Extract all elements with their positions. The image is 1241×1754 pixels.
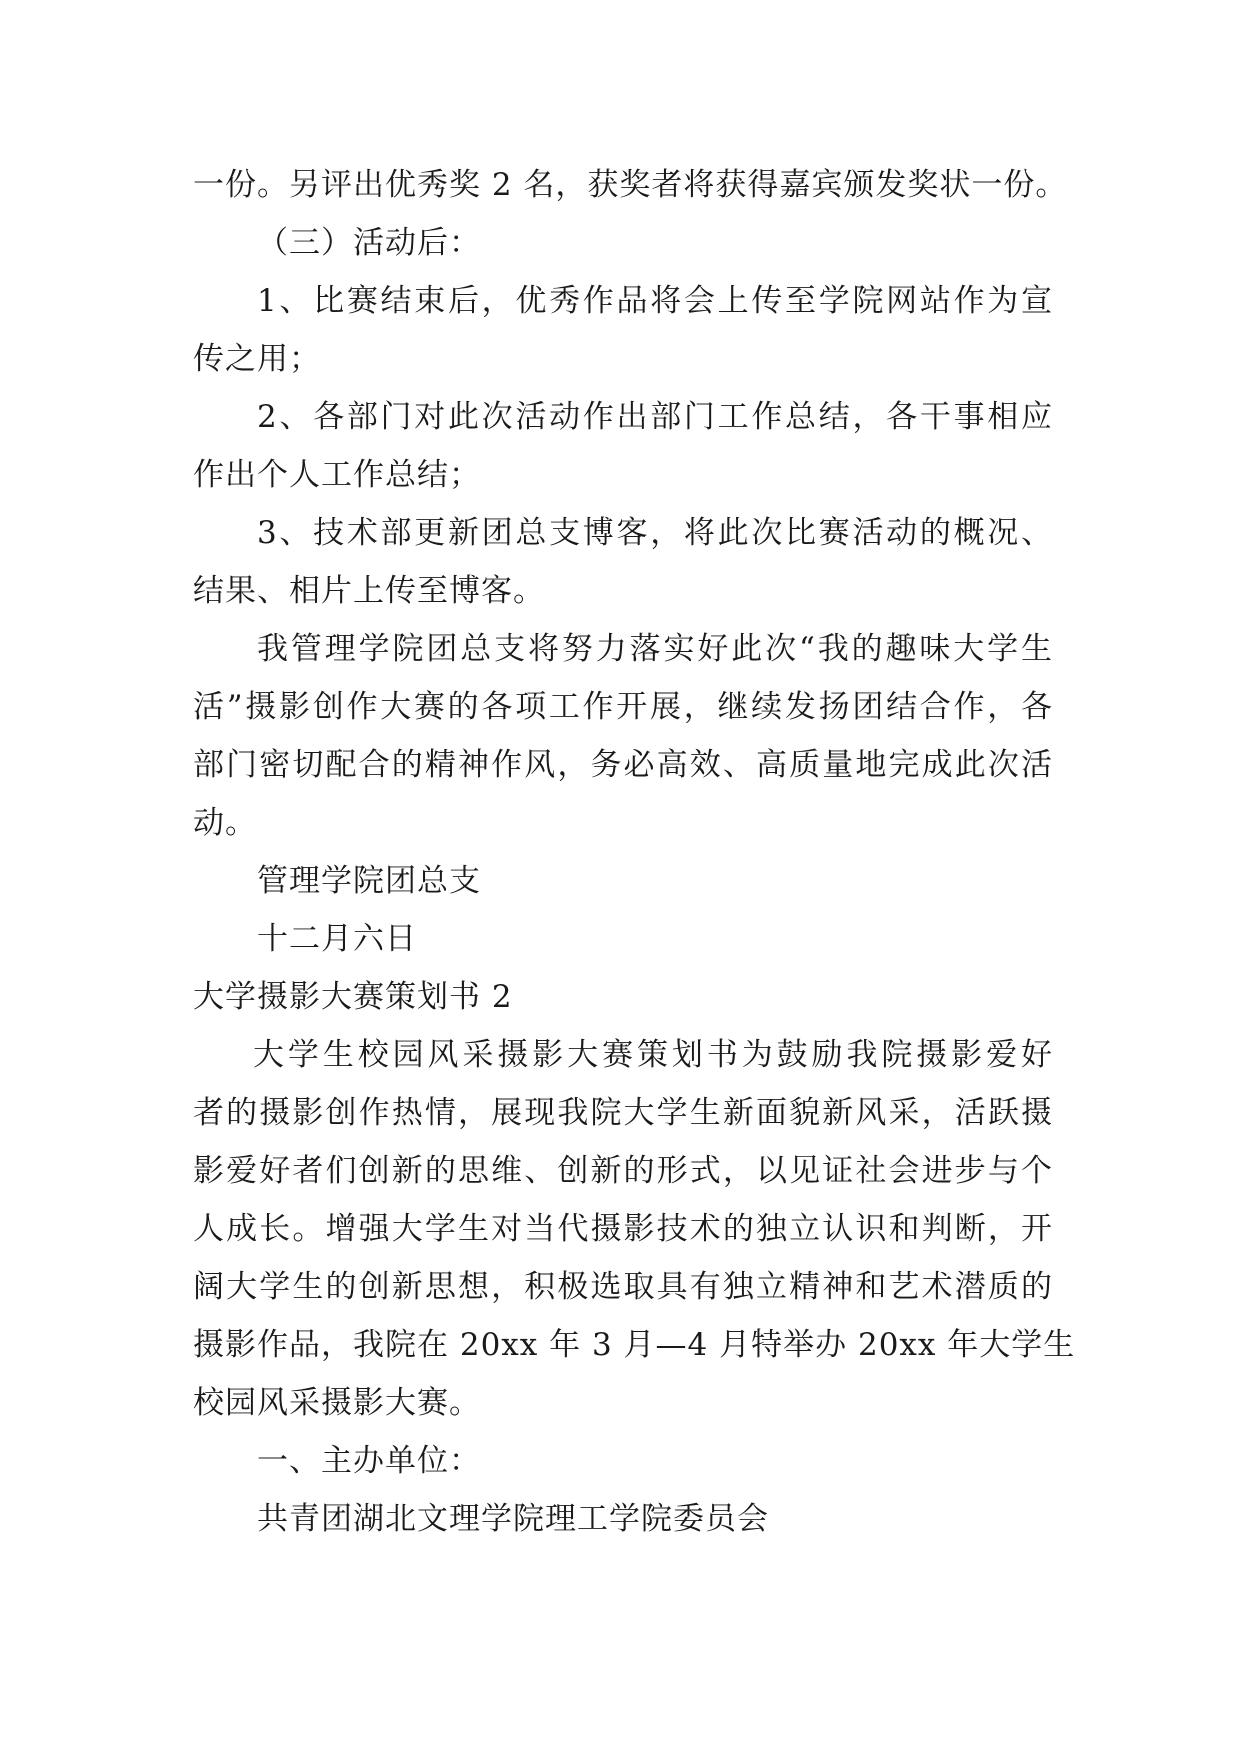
section-heading: （三）活动后： xyxy=(257,225,481,261)
document-title: 大学摄影大赛策划书 2 xyxy=(193,979,513,1015)
list-item-line: 3、技术部更新团总支博客，将此次比赛活动的概况、 xyxy=(257,515,1053,551)
paragraph-line: 活”摄影创作大赛的各项工作开展，继续发扬团结合作，各 xyxy=(193,689,1053,725)
paragraph-line: 大学生校园风采摄影大赛策划书为鼓励我院摄影爱好 xyxy=(253,1037,1053,1073)
signature-date: 十二月六日 xyxy=(257,921,417,957)
list-item-line: 结果、相片上传至博客。 xyxy=(193,573,545,609)
paragraph-line: 摄影作品，我院在 20xx 年 3 月—4 月特举办 20xx 年大学生 xyxy=(193,1327,1076,1363)
paragraph-line: 部门密切配合的精神作风，务必高效、高质量地完成此次活 xyxy=(193,747,1053,783)
list-item-line: 2、各部门对此次活动作出部门工作总结，各干事相应 xyxy=(257,399,1053,435)
signature-organization: 管理学院团总支 xyxy=(257,863,481,899)
document-body xyxy=(193,156,1076,1548)
paragraph-line: 一份。另评出优秀奖 2 名，获奖者将获得嘉宾颁发奖状一份。 xyxy=(193,167,1068,203)
section-heading: 一、主办单位： xyxy=(257,1443,481,1479)
list-item-line: 传之用； xyxy=(193,341,321,377)
organizer-name: 共青团湖北文理学院理工学院委员会 xyxy=(257,1501,769,1537)
paragraph-line: 校园风采摄影大赛。 xyxy=(193,1385,481,1421)
paragraph-line: 者的摄影创作热情，展现我院大学生新面貌新风采，活跃摄 xyxy=(193,1095,1053,1131)
paragraph-line: 动。 xyxy=(193,805,257,841)
paragraph-line: 我管理学院团总支将努力落实好此次“我的趣味大学生 xyxy=(257,631,1053,667)
list-item-line: 作出个人工作总结； xyxy=(193,457,481,493)
paragraph-line: 人成长。增强大学生对当代摄影技术的独立认识和判断，开 xyxy=(193,1211,1053,1247)
paragraph-line: 阔大学生的创新思想，积极选取具有独立精神和艺术潜质的 xyxy=(193,1269,1053,1305)
list-item-line: 1、比赛结束后，优秀作品将会上传至学院网站作为宣 xyxy=(257,283,1053,319)
paragraph-line: 影爱好者们创新的思维、创新的形式，以见证社会进步与个 xyxy=(193,1153,1053,1189)
